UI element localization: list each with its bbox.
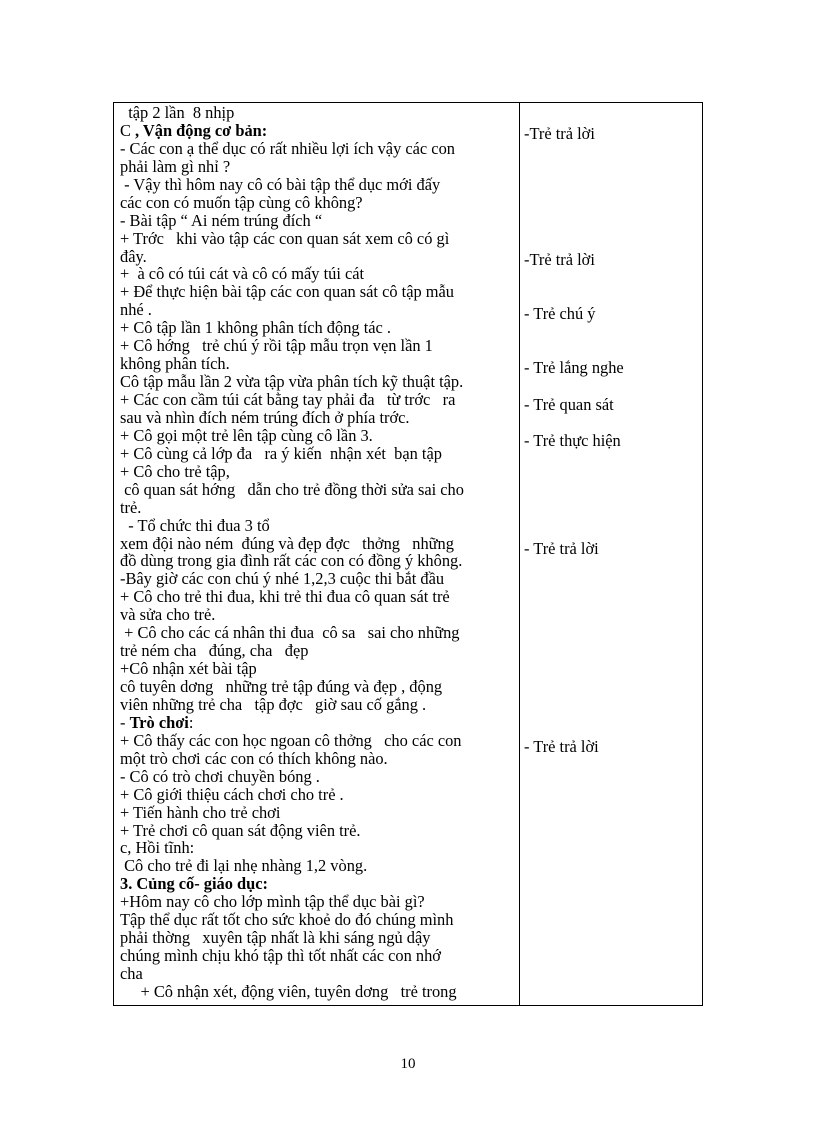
text-run: +Hôm nay cô cho lớp mình tập thể dục bài gì? <box>120 892 425 912</box>
text-run: + Cô cho trẻ tập, <box>120 461 230 481</box>
text-line <box>120 624 516 642</box>
student-activities-column <box>524 103 699 1003</box>
text-line <box>120 248 516 266</box>
text-line <box>120 750 516 768</box>
text-run: trẻ. <box>120 497 142 517</box>
text-line <box>120 696 516 714</box>
text-run: - Cô có trò chơi chuyền bóng . <box>120 766 320 786</box>
text-line <box>120 875 516 893</box>
text-run: + Trớc khi vào tập các con quan sát xem cô có gì <box>120 228 450 248</box>
text-line <box>120 319 516 337</box>
text-run: + à cô có túi cát và cô có mấy túi cát <box>120 264 365 284</box>
text-run: - Bài tập “ Ai ném trúng đích “ <box>120 210 323 230</box>
text-line <box>120 301 516 319</box>
lesson-table <box>113 102 703 1006</box>
text-run: + Các con cầm túi cát bằng tay phải đa từ trớc ra <box>120 390 456 409</box>
text-line <box>120 122 516 140</box>
text-line <box>120 929 516 947</box>
text-line <box>120 427 516 445</box>
text-run: + Cô thấy các con học ngoan cô thởng cho các con <box>120 730 462 750</box>
text-run: tập 2 lần 8 nhịp <box>120 104 235 122</box>
text-line <box>120 499 516 517</box>
text-run: c, Hồi tĩnh: <box>120 838 195 858</box>
text-line <box>120 265 516 283</box>
student-note: - Trẻ thực hiện <box>524 431 621 450</box>
text-line <box>120 463 516 481</box>
text-line <box>120 678 516 696</box>
student-note: -Trẻ trả lời <box>524 124 595 143</box>
text-line <box>120 176 516 194</box>
text-run: + Cô gọi một trẻ lên tập cùng cô lần 3. <box>120 425 373 445</box>
text-run: viên những trẻ cha tập đợc giờ sau cố gắng . <box>120 694 427 714</box>
text-run: cha <box>120 964 143 983</box>
text-line <box>120 768 516 786</box>
text-line <box>120 642 516 660</box>
text-run: Cô cho trẻ đi lại nhẹ nhàng 1,2 vòng. <box>120 856 368 876</box>
text-run: nhé . <box>120 300 152 320</box>
text-line <box>120 230 516 248</box>
column-divider <box>519 103 520 1005</box>
text-run: cô quan sát hớng dẫn cho trẻ đồng thời sửa sai cho <box>120 479 464 499</box>
text-run: + Cô cùng cả lớp đa ra ý kiến nhận xét bạn tập <box>120 443 442 463</box>
text-line <box>120 445 516 463</box>
text-line <box>120 911 516 929</box>
bold-heading: Trò chơi <box>129 712 189 732</box>
text-line <box>120 373 516 391</box>
text-line <box>120 140 516 158</box>
text-run: - Vậy thì hôm nay cô có bài tập thể dục mới đấy <box>120 174 441 194</box>
text-run: sau và nhìn đích ném trúng đích ở phía trớc. <box>120 407 410 427</box>
text-line <box>120 804 516 822</box>
student-note: -Trẻ trả lời <box>524 250 595 269</box>
text-run: - Các con ạ thể dục có rất nhiều lợi ích vậy các con <box>120 138 455 158</box>
text-run: đây. <box>120 246 147 266</box>
text-run: các con có muốn tập cùng cô không? <box>120 192 363 212</box>
text-run: + Cô nhận xét, động viên, tuyên dơng trẻ trong <box>120 981 457 1001</box>
text-run: phải làm gì nhỉ ? <box>120 156 231 176</box>
text-line <box>120 283 516 301</box>
text-line <box>120 337 516 355</box>
text-line <box>120 732 516 750</box>
text-run: phải thờng xuyên tập nhất là khi sáng ngủ dậy <box>120 928 431 948</box>
text-run: không phân tích. <box>120 354 230 374</box>
text-run: chúng mình chịu khó tập thì tốt nhất các con nhớ <box>120 946 441 966</box>
text-line <box>120 212 516 230</box>
text-run: + Cô cho trẻ thi đua, khi trẻ thi đua cô quan sát trẻ <box>120 587 450 607</box>
text-run: cô tuyên dơng những trẻ tập đúng và đẹp , động <box>120 677 443 696</box>
text-line <box>120 947 516 965</box>
text-run: + Cô hớng trẻ chú ý rồi tập mẫu trọn vẹn lần 1 <box>120 336 433 356</box>
text-run: + Cô cho các cá nhân thi đua cô sa sai cho những <box>120 623 460 643</box>
text-line <box>120 158 516 176</box>
text-line <box>120 714 516 732</box>
text-line <box>120 409 516 427</box>
text-run: +Cô nhận xét bài tập <box>120 659 257 679</box>
student-note: - Trẻ trả lời <box>524 737 599 756</box>
text-run: Tập thể dục rất tốt cho sức khoẻ do đó chúng mình <box>120 910 454 930</box>
page-number: 10 <box>400 1056 416 1072</box>
text-run: trẻ ném cha đúng, cha đẹp <box>120 641 309 661</box>
bold-heading: , Vận động cơ bản: <box>135 120 268 140</box>
text-line <box>120 893 516 911</box>
text-line <box>120 983 516 1001</box>
text-run: -Bây giờ các con chú ý nhé 1,2,3 cuộc thi bắt đầu <box>120 569 445 589</box>
student-note: - Trẻ trả lời <box>524 539 599 558</box>
text-line <box>120 481 516 499</box>
text-line <box>120 517 516 535</box>
text-run: + Cô giới thiệu cách chơi cho trẻ . <box>120 784 344 804</box>
text-line <box>120 857 516 875</box>
text-line <box>120 355 516 373</box>
bold-heading: 3. Củng cố- giáo dục: <box>120 874 268 894</box>
text-run: một trò chơi các con có thích không nào. <box>120 748 388 768</box>
text-line <box>120 965 516 983</box>
text-run: : <box>188 712 194 732</box>
text-line <box>120 535 516 553</box>
text-run: - <box>120 712 130 732</box>
text-line <box>120 391 516 409</box>
text-line <box>120 786 516 804</box>
text-run: - Tổ chức thi đua 3 tổ <box>120 515 270 535</box>
student-note: - Trẻ chú ý <box>524 304 596 323</box>
text-run: Cô tập mẫu lần 2 vừa tập vừa phân tích kỹ thuật tập. <box>120 372 464 392</box>
text-line <box>120 606 516 624</box>
text-run: C <box>120 120 136 140</box>
teacher-activities-column <box>120 104 516 1004</box>
text-run: + Trẻ chơi cô quan sát động viên trẻ. <box>120 820 361 840</box>
text-line <box>120 104 516 122</box>
text-line <box>120 822 516 840</box>
text-run: đồ dùng trong gia đình rất các con có đồng ý không. <box>120 551 463 571</box>
text-line <box>120 660 516 678</box>
text-line <box>120 552 516 570</box>
student-note: - Trẻ lắng nghe <box>524 358 624 377</box>
text-run: + Cô tập lần 1 không phân tích động tác . <box>120 318 391 338</box>
text-line <box>120 570 516 588</box>
text-line <box>120 839 516 857</box>
text-run: và sửa cho trẻ. <box>120 605 216 625</box>
text-run: + Tiến hành cho trẻ chơi <box>120 802 281 822</box>
text-line <box>120 588 516 606</box>
text-run: + Để thực hiện bài tập các con quan sát cô tập mẫu <box>120 282 454 302</box>
text-line <box>120 194 516 212</box>
student-note: - Trẻ quan sát <box>524 395 614 414</box>
text-run: xem đội nào ném đúng và đẹp đợc thởng những <box>120 533 454 553</box>
